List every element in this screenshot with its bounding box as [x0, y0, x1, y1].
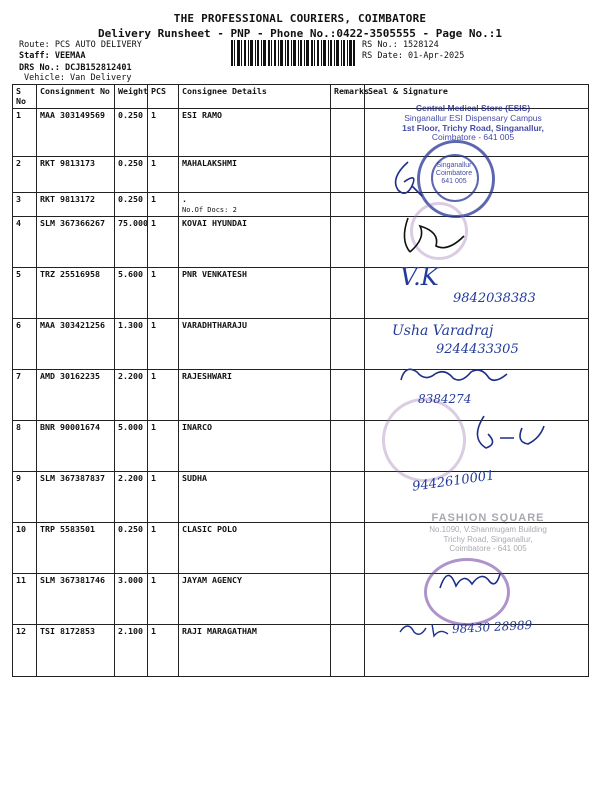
- esi-round-stamp-text: Singanallur Coimbatore 641 005: [435, 162, 473, 186]
- cell-pcs: [148, 157, 179, 193]
- handwritten-name-row-6: Usha Varadraj: [392, 323, 494, 339]
- cell-sno-text: 12: [16, 625, 26, 636]
- handwritten-initials-row-5: V.K: [400, 263, 439, 291]
- cell-remarks: [331, 318, 365, 369]
- cell-sno: [13, 573, 37, 624]
- esi-stamp-text: Central Medical Store (ESIS) Singanallur ESI Dispensary Campus 1st Floor, Trichy Road, Singanallur, Coimbatore - 641 005: [402, 103, 544, 143]
- cell-consignment-no-text: SLM 367366267: [40, 217, 105, 228]
- cell-remarks: [331, 216, 365, 267]
- cell-sno-text: 4: [16, 217, 21, 228]
- cell-weight-text: 0.250: [118, 158, 143, 169]
- cell-sno-text: 5: [16, 268, 21, 279]
- cell-pcs: [148, 369, 179, 420]
- cell-pcs: [148, 109, 179, 157]
- cell-remarks: [331, 573, 365, 624]
- cell-consignee-text: .: [182, 194, 187, 205]
- cell-consignee: [179, 369, 331, 420]
- cell-sno-text: 8: [16, 421, 21, 432]
- signature-row-12: [398, 618, 458, 642]
- cell-consignee-text: VARADHTHARAJU: [182, 319, 247, 330]
- cell-consignee-text: JAYAM AGENCY: [182, 574, 242, 585]
- cell-consignee-text: PNR VENKATESH: [182, 268, 247, 279]
- cell-weight: [115, 216, 148, 267]
- cell-consignment-no: [37, 624, 115, 676]
- signature-row-2: [388, 160, 428, 200]
- cell-consignment-no: [37, 369, 115, 420]
- vehicle-label: Vehicle: Van Delivery: [24, 73, 132, 83]
- cell-consignment-no: [37, 267, 115, 318]
- cell-sno-text: 2: [16, 158, 21, 169]
- cell-pcs-text: 1: [151, 319, 156, 330]
- cell-remarks: [331, 157, 365, 193]
- col-header-seal: Seal & Signature: [365, 85, 589, 109]
- cell-weight: [115, 318, 148, 369]
- cell-sno: [13, 216, 37, 267]
- cell-consignment-no-text: TRZ 25516958: [40, 268, 100, 279]
- cell-consignment-no-text: RKT 9813173: [40, 158, 95, 169]
- rs-number: RS No.: 1528124: [362, 40, 439, 50]
- cell-consignment-no: [37, 318, 115, 369]
- cell-weight-text: 0.250: [118, 110, 143, 121]
- cell-remarks: [331, 420, 365, 471]
- cell-consignee-text: RAJI MARAGATHAM: [182, 625, 257, 636]
- route-label: Route: PCS AUTO DELIVERY: [19, 40, 142, 50]
- handwritten-phone-row-5: 9842038383: [453, 291, 536, 306]
- cell-consignee-text: ESI RAMO: [182, 110, 222, 121]
- staff-label: Staff: VEEMAA: [19, 51, 86, 61]
- cell-consignment-no-text: AMD 30162235: [40, 370, 100, 381]
- company-title: THE PROFESSIONAL COURIERS, COIMBATORE: [173, 12, 427, 25]
- cell-pcs: [148, 267, 179, 318]
- cell-pcs-text: 1: [151, 194, 156, 205]
- cell-consignment-no-text: MAA 303149569: [40, 110, 105, 121]
- col-header-pcs: PCS: [148, 85, 179, 109]
- cell-weight-text: 2.200: [118, 472, 143, 483]
- cell-consignment-no: [37, 216, 115, 267]
- cell-weight: [115, 109, 148, 157]
- handwritten-phone-row-7: 8384274: [418, 392, 472, 406]
- cell-sno: [13, 624, 37, 676]
- cell-consignment-no-text: SLM 367381746: [40, 574, 105, 585]
- cell-weight-text: 0.250: [118, 523, 143, 534]
- cell-consignment-no-text: TSI 8172853: [40, 625, 95, 636]
- cell-weight: [115, 157, 148, 193]
- cell-consignee-text: SUDHA: [182, 472, 207, 483]
- cell-remarks: [331, 522, 365, 573]
- cell-weight-text: 3.000: [118, 574, 143, 585]
- cell-remarks: [331, 369, 365, 420]
- cell-pcs: [148, 522, 179, 573]
- docs-count: No.Of Docs: 2: [182, 205, 237, 214]
- cell-remarks: [331, 193, 365, 217]
- cell-sno: [13, 420, 37, 471]
- cell-consignment-no: [37, 471, 115, 522]
- cell-weight-text: 0.250: [118, 194, 143, 205]
- cell-consignee: [179, 193, 331, 217]
- cell-pcs: [148, 318, 179, 369]
- cell-sno: [13, 109, 37, 157]
- cell-pcs-text: 1: [151, 158, 156, 169]
- cell-consignee: [179, 522, 331, 573]
- cell-remarks: [331, 109, 365, 157]
- cell-sno: [13, 369, 37, 420]
- cell-consignment-no: [37, 109, 115, 157]
- cell-consignee: [179, 420, 331, 471]
- cell-pcs-text: 1: [151, 268, 156, 279]
- cell-seal-signature: [365, 216, 589, 267]
- drs-number: DRS No.: DCJB152812401: [19, 63, 132, 73]
- cell-consignee: [179, 318, 331, 369]
- cell-pcs: [148, 193, 179, 217]
- cell-weight: [115, 193, 148, 217]
- cell-weight-text: 75.000: [118, 217, 148, 228]
- cell-weight-text: 5.000: [118, 421, 143, 432]
- cell-weight: [115, 471, 148, 522]
- cell-sno-text: 11: [16, 574, 26, 585]
- cell-pcs-text: 1: [151, 421, 156, 432]
- table-row: [13, 216, 589, 267]
- cell-consignment-no: [37, 522, 115, 573]
- cell-consignee-text: MAHALAKSHMI: [182, 158, 237, 169]
- cell-sno: [13, 193, 37, 217]
- cell-pcs-text: 1: [151, 110, 156, 121]
- signature-row-11: [434, 560, 504, 596]
- faded-round-stamp: [382, 398, 466, 482]
- cell-weight: [115, 573, 148, 624]
- cell-consignee: [179, 267, 331, 318]
- cell-consignee-text: CLASIC POLO: [182, 523, 237, 534]
- cell-sno-text: 6: [16, 319, 21, 330]
- cell-weight-text: 2.100: [118, 625, 143, 636]
- fashion-square-stamp: FASHION SQUARE No.1090, V.Shanmugam Building Trichy Road, Singanallur, Coimbatore - 641 005: [429, 512, 547, 554]
- cell-pcs: [148, 216, 179, 267]
- cell-remarks: [331, 624, 365, 676]
- cell-sno-text: 10: [16, 523, 26, 534]
- col-header-consignee: Consignee Details: [179, 85, 331, 109]
- cell-consignee-text: KOVAI HYUNDAI: [182, 217, 247, 228]
- col-header-consignment: Consignment No: [37, 85, 115, 109]
- cell-pcs-text: 1: [151, 472, 156, 483]
- cell-consignment-no: [37, 573, 115, 624]
- cell-consignee: [179, 157, 331, 193]
- cell-pcs: [148, 420, 179, 471]
- cell-consignee-text: RAJESHWARI: [182, 370, 232, 381]
- handwritten-phone-row-12: 98430 28989: [451, 617, 533, 637]
- cell-weight: [115, 420, 148, 471]
- cell-pcs: [148, 573, 179, 624]
- cell-remarks: [331, 471, 365, 522]
- cell-consignment-no: [37, 193, 115, 217]
- cell-weight: [115, 369, 148, 420]
- cell-sno-text: 9: [16, 472, 21, 483]
- cell-sno-text: 1: [16, 110, 21, 121]
- cell-sno: [13, 267, 37, 318]
- cell-pcs-text: 1: [151, 370, 156, 381]
- cell-consignment-no-text: MAA 303421256: [40, 319, 105, 330]
- col-header-sno: S No: [13, 85, 37, 109]
- cell-sno-text: 7: [16, 370, 21, 381]
- cell-consignment-no-text: RKT 9813172: [40, 194, 95, 205]
- rs-date: RS Date: 01-Apr-2025: [362, 51, 465, 61]
- signature-row-8: [470, 408, 550, 458]
- runsheet-subtitle: Delivery Runsheet - PNP - Phone No.:0422-3505555 - Page No.:1: [98, 27, 502, 40]
- col-header-weight: Weight: [115, 85, 148, 109]
- cell-sno: [13, 522, 37, 573]
- cell-consignment-no: [37, 420, 115, 471]
- handwritten-phone-row-9: 9442610001: [411, 468, 496, 495]
- cell-consignee: [179, 216, 331, 267]
- cell-consignment-no-text: BNR 90001674: [40, 421, 100, 432]
- cell-weight-text: 5.600: [118, 268, 143, 279]
- cell-consignment-no: [37, 157, 115, 193]
- cell-pcs: [148, 471, 179, 522]
- barcode-image: [231, 40, 355, 66]
- cell-weight-text: 1.300: [118, 319, 143, 330]
- cell-sno-text: 3: [16, 194, 21, 205]
- cell-sno: [13, 318, 37, 369]
- cell-consignment-no-text: TRP 5583501: [40, 523, 95, 534]
- cell-weight: [115, 267, 148, 318]
- cell-remarks: [331, 267, 365, 318]
- table-row: [13, 193, 589, 217]
- col-header-remarks: Remarks: [331, 85, 365, 109]
- cell-weight: [115, 522, 148, 573]
- cell-weight-text: 2.200: [118, 370, 143, 381]
- cell-pcs-text: 1: [151, 574, 156, 585]
- cell-consignee: [179, 573, 331, 624]
- table-row: [13, 157, 589, 193]
- cell-pcs-text: 1: [151, 625, 156, 636]
- cell-sno: [13, 157, 37, 193]
- cell-consignee: [179, 109, 331, 157]
- cell-consignee: [179, 471, 331, 522]
- cell-consignment-no-text: SLM 367387837: [40, 472, 105, 483]
- cell-pcs-text: 1: [151, 523, 156, 534]
- signature-row-7: [395, 360, 515, 396]
- signature-row-4: [400, 212, 470, 260]
- cell-consignee-text: INARCO: [182, 421, 212, 432]
- cell-pcs: [148, 624, 179, 676]
- cell-pcs-text: 1: [151, 217, 156, 228]
- cell-weight: [115, 624, 148, 676]
- cell-consignee: [179, 624, 331, 676]
- handwritten-phone-row-6: 9244433305: [436, 342, 519, 357]
- cell-sno: [13, 471, 37, 522]
